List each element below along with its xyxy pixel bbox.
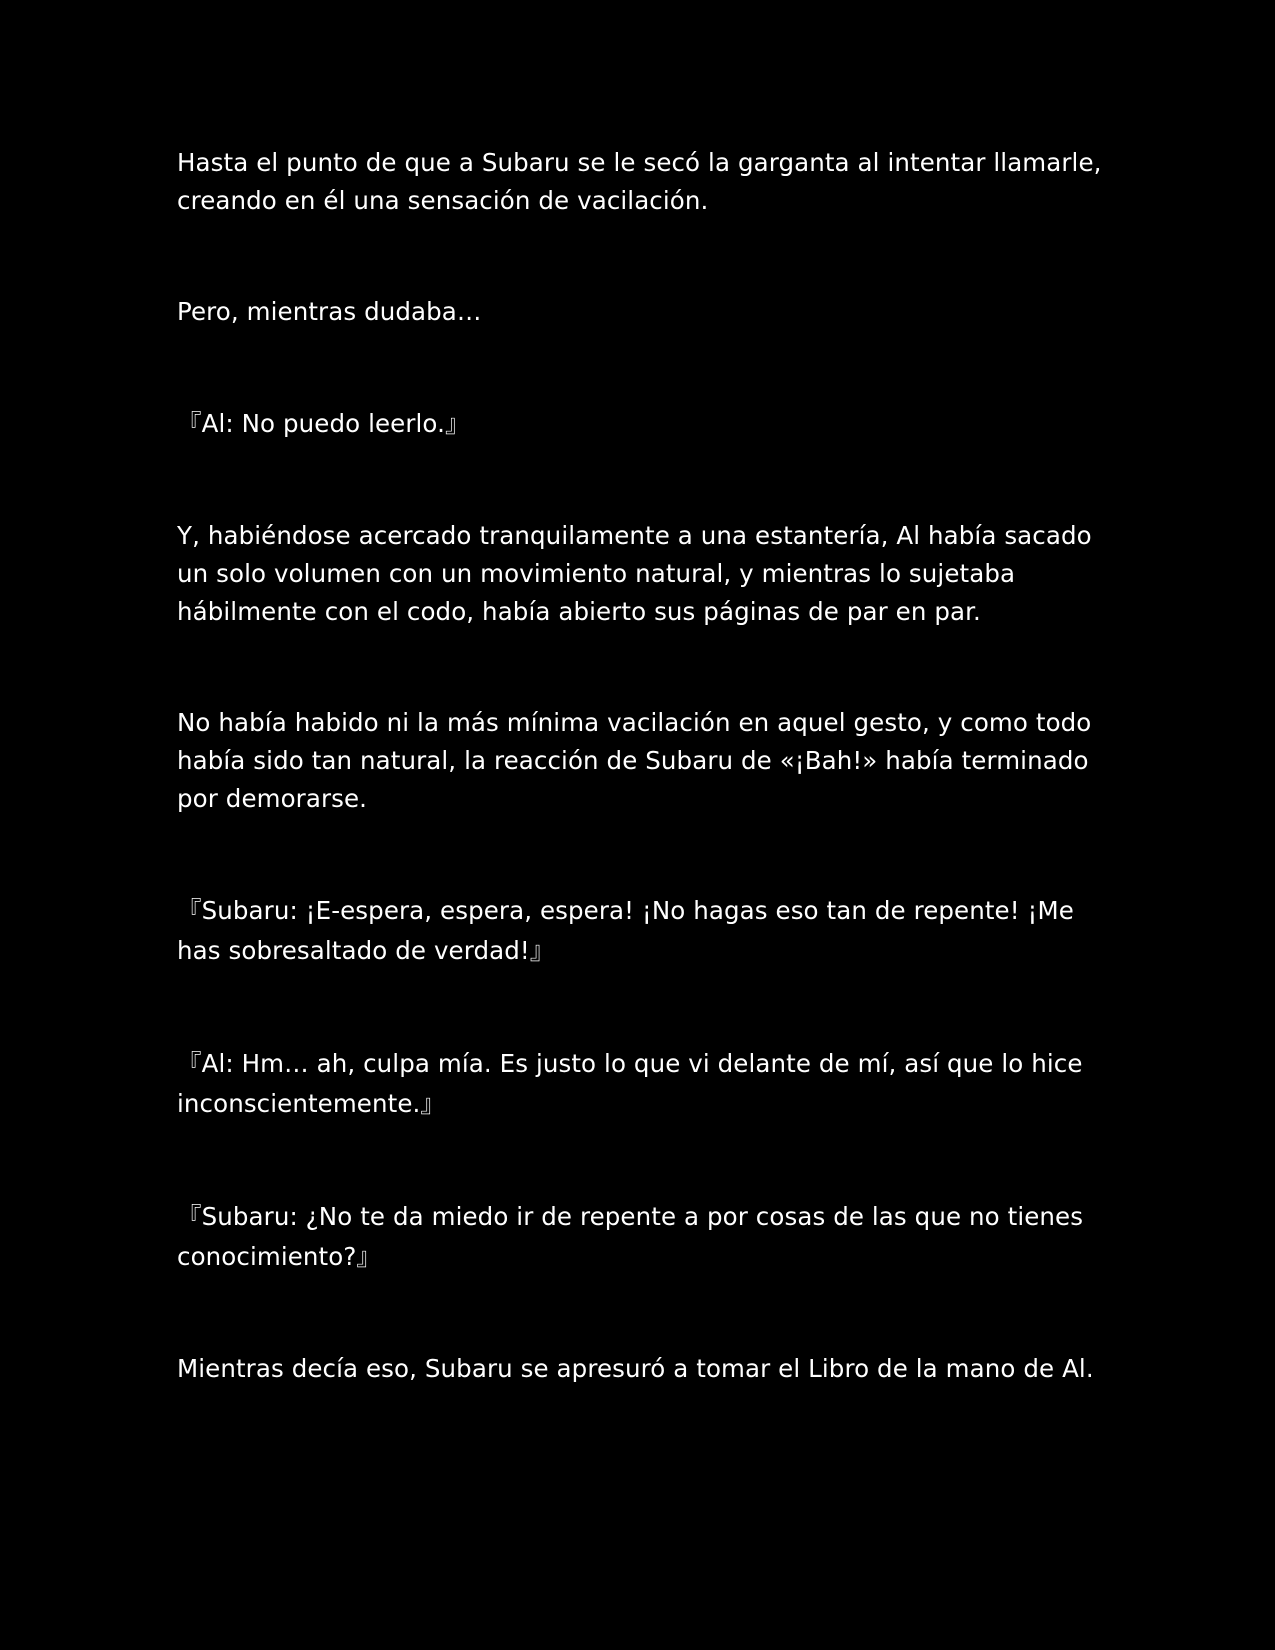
dialogue-paragraph: 『Al: No puedo leerlo.』	[177, 409, 470, 438]
narration-paragraph: Mientras decía eso, Subaru se apresuró a tomar el Libro de la mano de Al.	[177, 1354, 1094, 1383]
document-page	[177, 144, 1117, 1461]
dialogue-paragraph: 『Subaru: ¿No te da miedo ir de repente a por cosas de las que no tienes conocimiento?』	[177, 1202, 1084, 1271]
narration-paragraph: No había habido ni la más mínima vacilación en aquel gesto, y como todo había sido tan natural, la reacción de Subaru de «¡Bah!» había terminado por demorarse.	[177, 708, 1092, 813]
narration-paragraph: Hasta el punto de que a Subaru se le secó la garganta al intentar llamarle, creando en él una sensación de vacilación.	[177, 148, 1102, 215]
narration-paragraph: Pero, mientras dudaba…	[177, 297, 482, 326]
narration-paragraph: Y, habiéndose acercado tranquilamente a una estantería, Al había sacado un solo volumen con un movimiento natural, y mientras lo sujetaba hábilmente con el codo, había abierto sus páginas de par en par.	[177, 521, 1092, 626]
dialogue-paragraph: 『Al: Hm… ah, culpa mía. Es justo lo que vi delante de mí, así que lo hice inconscientemente.』	[177, 1049, 1083, 1118]
dialogue-paragraph: 『Subaru: ¡E-espera, espera, espera! ¡No hagas eso tan de repente! ¡Me has sobresaltado de verdad!』	[177, 896, 1074, 965]
